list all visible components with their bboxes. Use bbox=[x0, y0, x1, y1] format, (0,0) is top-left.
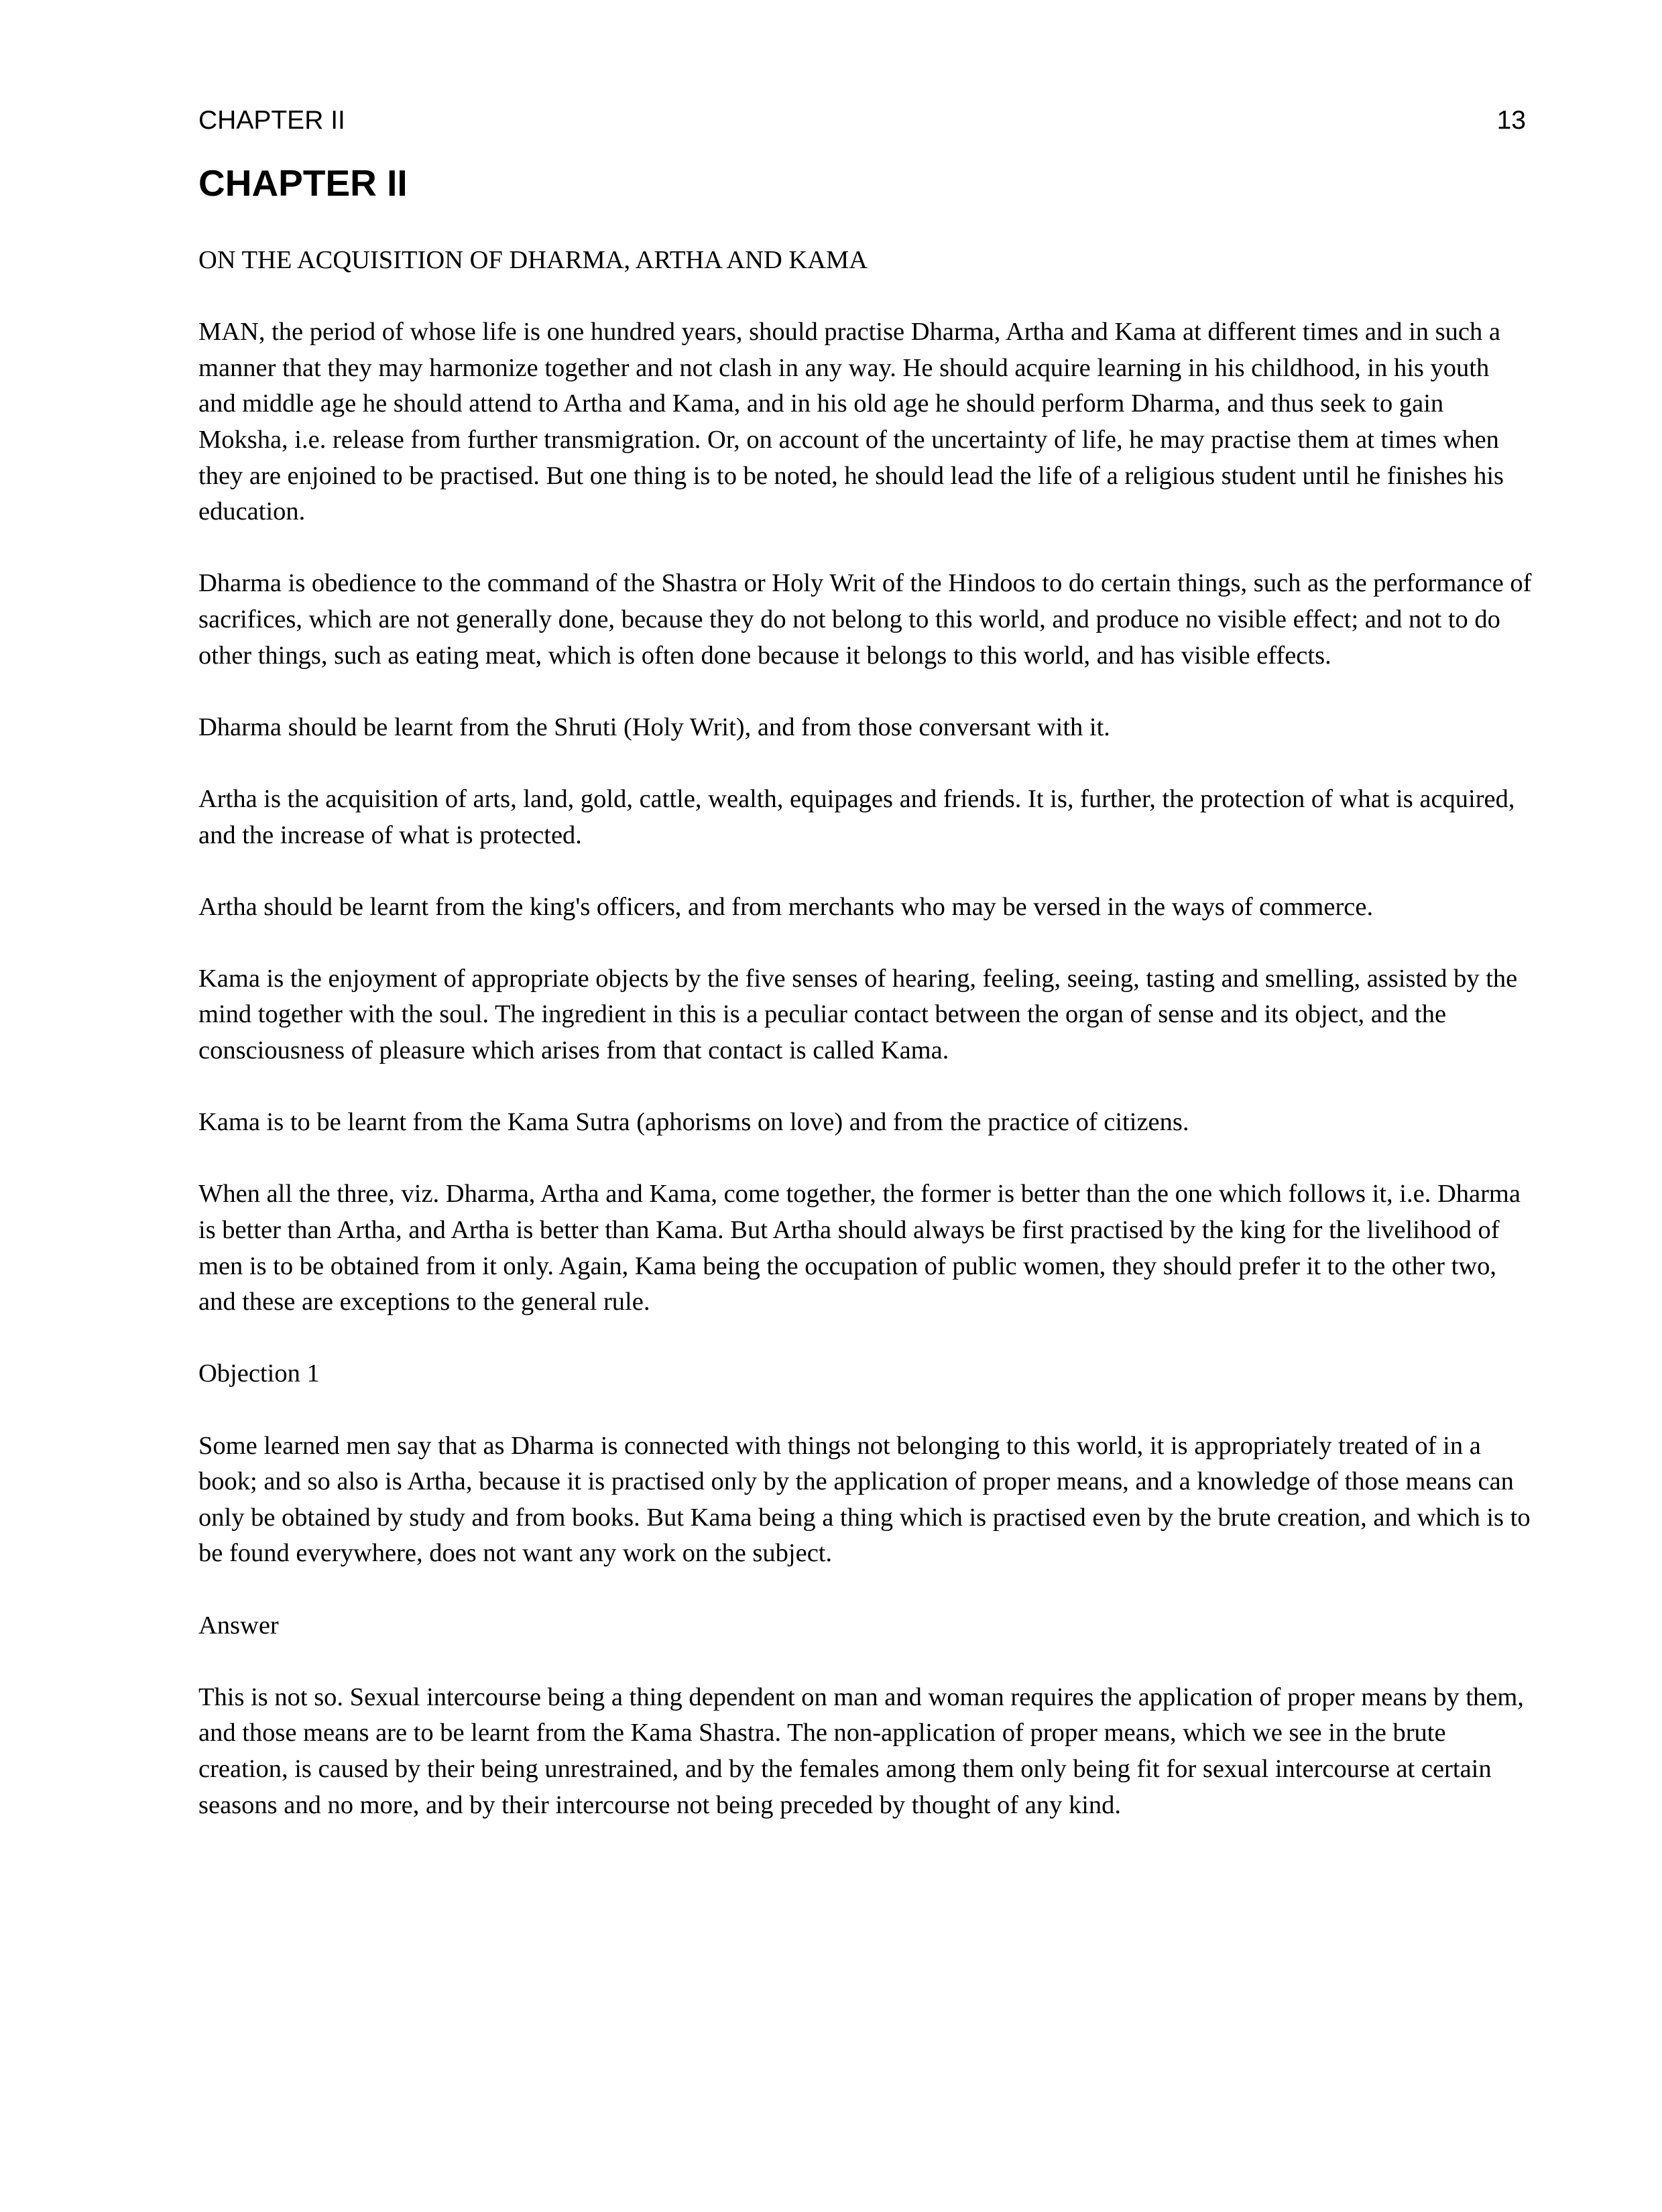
paragraph: When all the three, viz. Dharma, Artha and Kama, come together, the former is better than the one which follows it, i.e. Dharma is better than Artha, and Artha is better than Kama. But Artha should always be first practised by the king for the livelihood of men is to be obtained from it only. Again, Kama being the occupation of public women, they should prefer it to the other two, and these are exceptions to the general rule. bbox=[198, 1180, 1521, 1316]
body-text bbox=[198, 243, 1533, 1823]
paragraph: Dharma should be learnt from the Shruti (Holy Writ), and from those conversant with it. bbox=[198, 713, 1110, 741]
paragraph: Artha should be learnt from the king's officers, and from merchants who may be versed in the ways of commerce. bbox=[198, 892, 1374, 921]
page-number: 13 bbox=[1496, 106, 1526, 135]
paragraph: MAN, the period of whose life is one hundred years, should practise Dharma, Artha and Kama at different times and in such a manner that they may harmonize together and not clash in any way. He should acquire learning in his childhood, in his youth and middle age he should attend to Artha and Kama, and in his old age he should perform Dharma, and thus seek to gain Moksha, i.e. release from further transmigration. Or, on account of the uncertainty of life, he may practise them at times when they are enjoined to be practised. But one thing is to be noted, he should lead the life of a religious student until he finishes his education. bbox=[198, 318, 1504, 526]
running-header bbox=[198, 101, 1526, 141]
paragraph: Dharma is obedience to the command of the Shastra or Holy Writ of the Hindoos to do certain things, such as the performance of sacrifices, which are not generally done, because they do not belong to this world, and produce no visible effect; and not to do other things, such as eating meat, which is often done because it belongs to this world, and has visible effects. bbox=[198, 569, 1532, 670]
subheading-objection: Objection 1 bbox=[198, 1359, 320, 1388]
paragraph: This is not so. Sexual intercourse being a thing dependent on man and woman requires the application of proper means by them, and those means are to be learnt from the Kama Shastra. The non-application of proper means, which we see in the brute creation, is caused by their being unrestrained, and by the females among them only being fit for sexual intercourse at certain seasons and no more, and by their intercourse not being preceded by thought of any kind. bbox=[198, 1682, 1524, 1819]
chapter-title: CHAPTER II bbox=[198, 162, 408, 204]
paragraph: Kama is the enjoyment of appropriate objects by the five senses of hearing, feeling, seeing, tasting and smelling, assisted by the mind together with the soul. The ingredient in this is a peculiar contact between the organ of sense and its object, and the consciousness of pleasure which arises from that contact is called Kama. bbox=[198, 964, 1518, 1065]
paragraph: Kama is to be learnt from the Kama Sutra (aphorisms on love) and from the practice of citizens. bbox=[198, 1108, 1189, 1137]
paragraph: Artha is the acquisition of arts, land, gold, cattle, wealth, equipages and friends. It is, further, the protection of what is acquired, and the increase of what is protected. bbox=[198, 784, 1515, 849]
running-header-title: CHAPTER II bbox=[198, 106, 345, 135]
subheading-answer: Answer bbox=[198, 1611, 279, 1640]
section-heading: ON THE ACQUISITION OF DHARMA, ARTHA AND KAMA bbox=[198, 246, 868, 274]
paragraph: Some learned men say that as Dharma is connected with things not belonging to this world, it is appropriately treated of in a book; and so also is Artha, because it is practised only by the application of proper means, and a knowledge of those means can only be obtained by study and from books. But Kama being a thing which is practised even by the brute creation, and which is to be found everywhere, does not want any work on the subject. bbox=[198, 1431, 1531, 1568]
